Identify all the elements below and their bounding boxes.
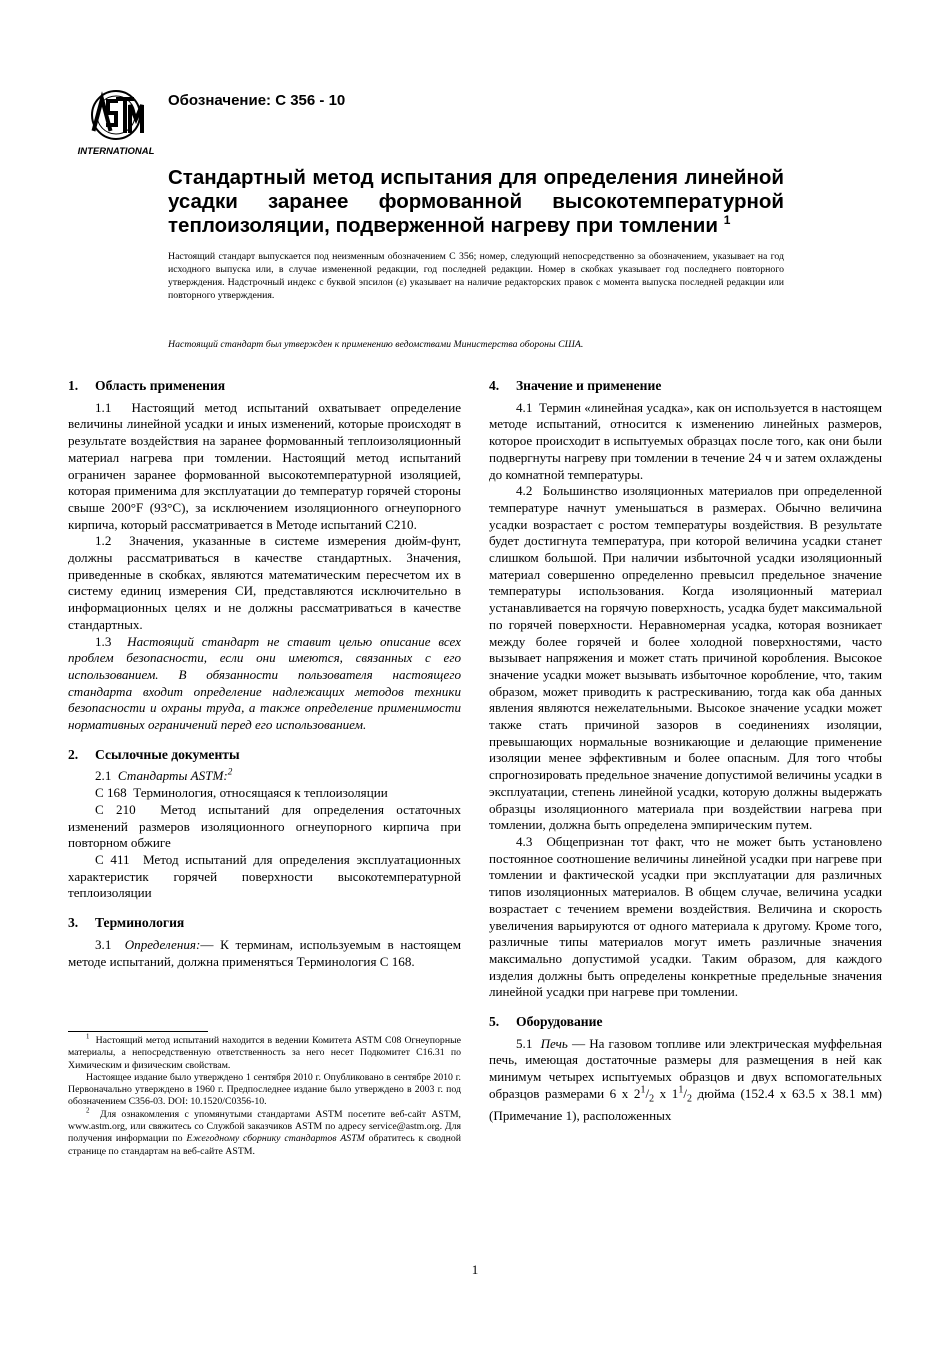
title-text: Стандартный метод испытания для определения линейной усадки заранее формованной высокотемпературной теплоизоляции, подверженной нагреву при томлении (168, 166, 784, 237)
reference-c168: C 168 Терминология, относящаяся к теплоизоляции (95, 785, 388, 801)
left-column (68, 378, 461, 970)
paragraph-5-1: 5.1 Печь — На газовом топливе или электрическая муффельная печь, имеющая достаточные размеры для размещения в ней как минимум четырех испытуемых образцов и двух вспомогательных образцов размерами 6 x $2^1/_2$ x $1^1/_2$ дюйма (152.4 x 63.5 x 38.1 мм) (Примечание 1), расположенных (489, 1035, 883, 1124)
footnote-1: $^1$ Настоящий метод испытаний находится в ведении Комитета ASTM C08 Огнеупорные материалы, а непосредственную ответственность за него несет Подкомитет C16.31 по Химическим и физическим свойствам. (68, 1033, 461, 1071)
section-1-heading: 1. Область применения (68, 378, 226, 393)
document-designation: Обозначение: C 356 - 10 (168, 92, 346, 109)
paragraph-1-2: 1.2 Значения, указанные в системе измерения дюйм-фунт, должны рассматриваться в качестве стандартных. Значения, приведенные в скобках, являются математическим пересчетом их в систему единиц измерения СИ, представляются исключительно в информационных целях и не должны рассматриваться в качестве стандартных. (68, 533, 461, 632)
paragraph-1-1: 1.1 Настоящий метод испытаний охватывает определение величины линейной усадки и иных изменений, которые происходят в результате воздействия на заранее формованный теплоизоляционный материал нагрева при томлении. Настоящий метод испытаний ограничен заранее формованной высокотемпературной изоляцией, которая применима для эксплуатации до температур горячей стороны свыше 200°F (93°C), за исключением изоляционного огнеупорного кирпича, который рассматривается в Методе испытаний C210. (68, 399, 462, 532)
paragraph-4-3: 4.3 Общепризнан тот факт, что не может быть установлено постоянное соотношение величины линейной усадки при нагреве при томлении и фактической усадки при эксплуатации для различных типов изоляционных материалов. В общем случае, величина усадки возрастает с течением времени воздействия. Величина и скорость увеличения варьируются от одного материала к другому. Кроме того, различные типы материалов могут иметь различные значения максимально допустимой усадки. Таким образом, для каждого изделия должны быть определены конкретные предельные значения линейной усадки при нагреве при томлении. (489, 833, 882, 1000)
svg-text:INTERNATIONAL: INTERNATIONAL (77, 146, 155, 157)
section-5-heading: 5. Оборудование (489, 1014, 603, 1030)
page-number: 1 (471, 1262, 479, 1277)
paragraph-4-1: 4.1 Термин «линейная усадка», как он используется в настоящем методе испытаний, относится к изменению линейных размеров, которое происходит в испытуемых образцах после того, как они были подвергнуты нагреву при томлении в течение 24 ч и затем охлаждены до комнатной температуры. (489, 399, 882, 482)
footnotes (68, 1031, 461, 1158)
footnote-divider (68, 1031, 208, 1032)
document-title (168, 166, 784, 238)
paragraph-1-3: 1.3 Настоящий стандарт не ставит целью описание всех проблем безопасности, если они имеются, связанных с его использованием. В обязанности пользователя настоящего стандарта входит определение надлежащих методов техники безопасности и охраны труда, а также определение применимости нормативных ограничений перед его использованием. (68, 633, 461, 733)
astm-logo-icon (74, 85, 158, 157)
section-4-heading: 4. Значение и применение (489, 378, 662, 393)
reference-c210: C 210 Метод испытаний для определения остаточных изменений размеров изоляционного огнеупорного кирпича при повторном обжиге (68, 801, 461, 851)
reference-c411: C 411 Метод испытаний для определения эксплуатационных характеристик горячей поверхности высокотемпературной теплоизоляции (68, 851, 461, 901)
footnote-2: $^2$ Для ознакомления с упомянутыми стандартами ASTM посетите веб-сайт ASTM, www.astm.org, или свяжитесь со Службой заказчиков ASTM по адресу service@astm.org. Для получения информации по Ежегодному сборнику стандартов ASTM обратитесь к сводной странице по стандартам на веб-сайте ASTM. (68, 1107, 462, 1157)
paragraph-2-1: 2.1 Стандарты ASTM:$^2$ (95, 767, 233, 784)
section-3-heading: 3. Терминология (68, 915, 185, 931)
paragraph-4-2: 4.2 Большинство изоляционных материалов при определенной температуре начнут уменьшаться в размерах. Обычно величина усадки возрастает с ростом температуры воздействия. В результате будет достигнута температура, при которой величина усадки станет слишком большой. При наличии избыточной усадки изоляционный материал совершенно определенно превысил предельное значение температуры использования. Когда изоляционный материал устанавливается на горячую поверхность, усадка будет максимальной по горячей поверхности. Неравномерная усадка, которая возникает между более горячей и более холодной поверхностями, часто вызывает напряжения и может стать причиной коробления. Высокое значение усадки может вызывать избыточное коробление, что, таким образом, может приводить к растрескиванию, тогда как оба данных явления являются нежелательными. Высокое значение усадки может также стать причиной зазоров в соединениях изоляции, превышающих нормальные возникающие и делающие применение изоляции менее эффективным и более опасным. Для того чтобы спрогнозировать предельное значение допустимой величины усадки в эксплуатации, степень линейной усадки, которую должны выдержать образцы изоляционного материала при воздействии нагрева при томлении, должна быть определена эмпирическим путем. (489, 483, 882, 833)
approval-note: Настоящий стандарт был утвержден к применению ведомствами Министерства обороны США. (168, 339, 584, 350)
astm-logo (74, 85, 158, 157)
title-footnote-mark: 1 (723, 213, 731, 228)
issue-note: Настоящий стандарт выпускается под неизменным обозначением C 356; номер, следующий непосредственно за обозначением, указывает на год исходного выпуска или, в случае измененной редакции, год последней редакции. Номер в скобках указывает год последнего повторного утверждения. Надстрочный индекс с буквой эпсилон (ε) указывает на наличие редакторских правок с момента выпуска последней редакции или повторного утверждения. (168, 251, 784, 301)
section-2-heading: 2. Ссылочные документы (68, 746, 240, 762)
paragraph-3-1: 3.1 Определения:— К терминам, используемым в настоящем методе испытаний, должна применяться Терминология C 168. (68, 936, 461, 969)
footnote-1-edition: Настоящее издание было утверждено 1 сентября 2010 г. Опубликовано в сентябре 2010 г. Первоначально утверждено в 1960 г. Предпоследнее издание было утверждено в 2003 г. под обозначением C356-03. DOI: 10.1520/C0356-10. (68, 1071, 461, 1108)
right-column (489, 378, 882, 1125)
